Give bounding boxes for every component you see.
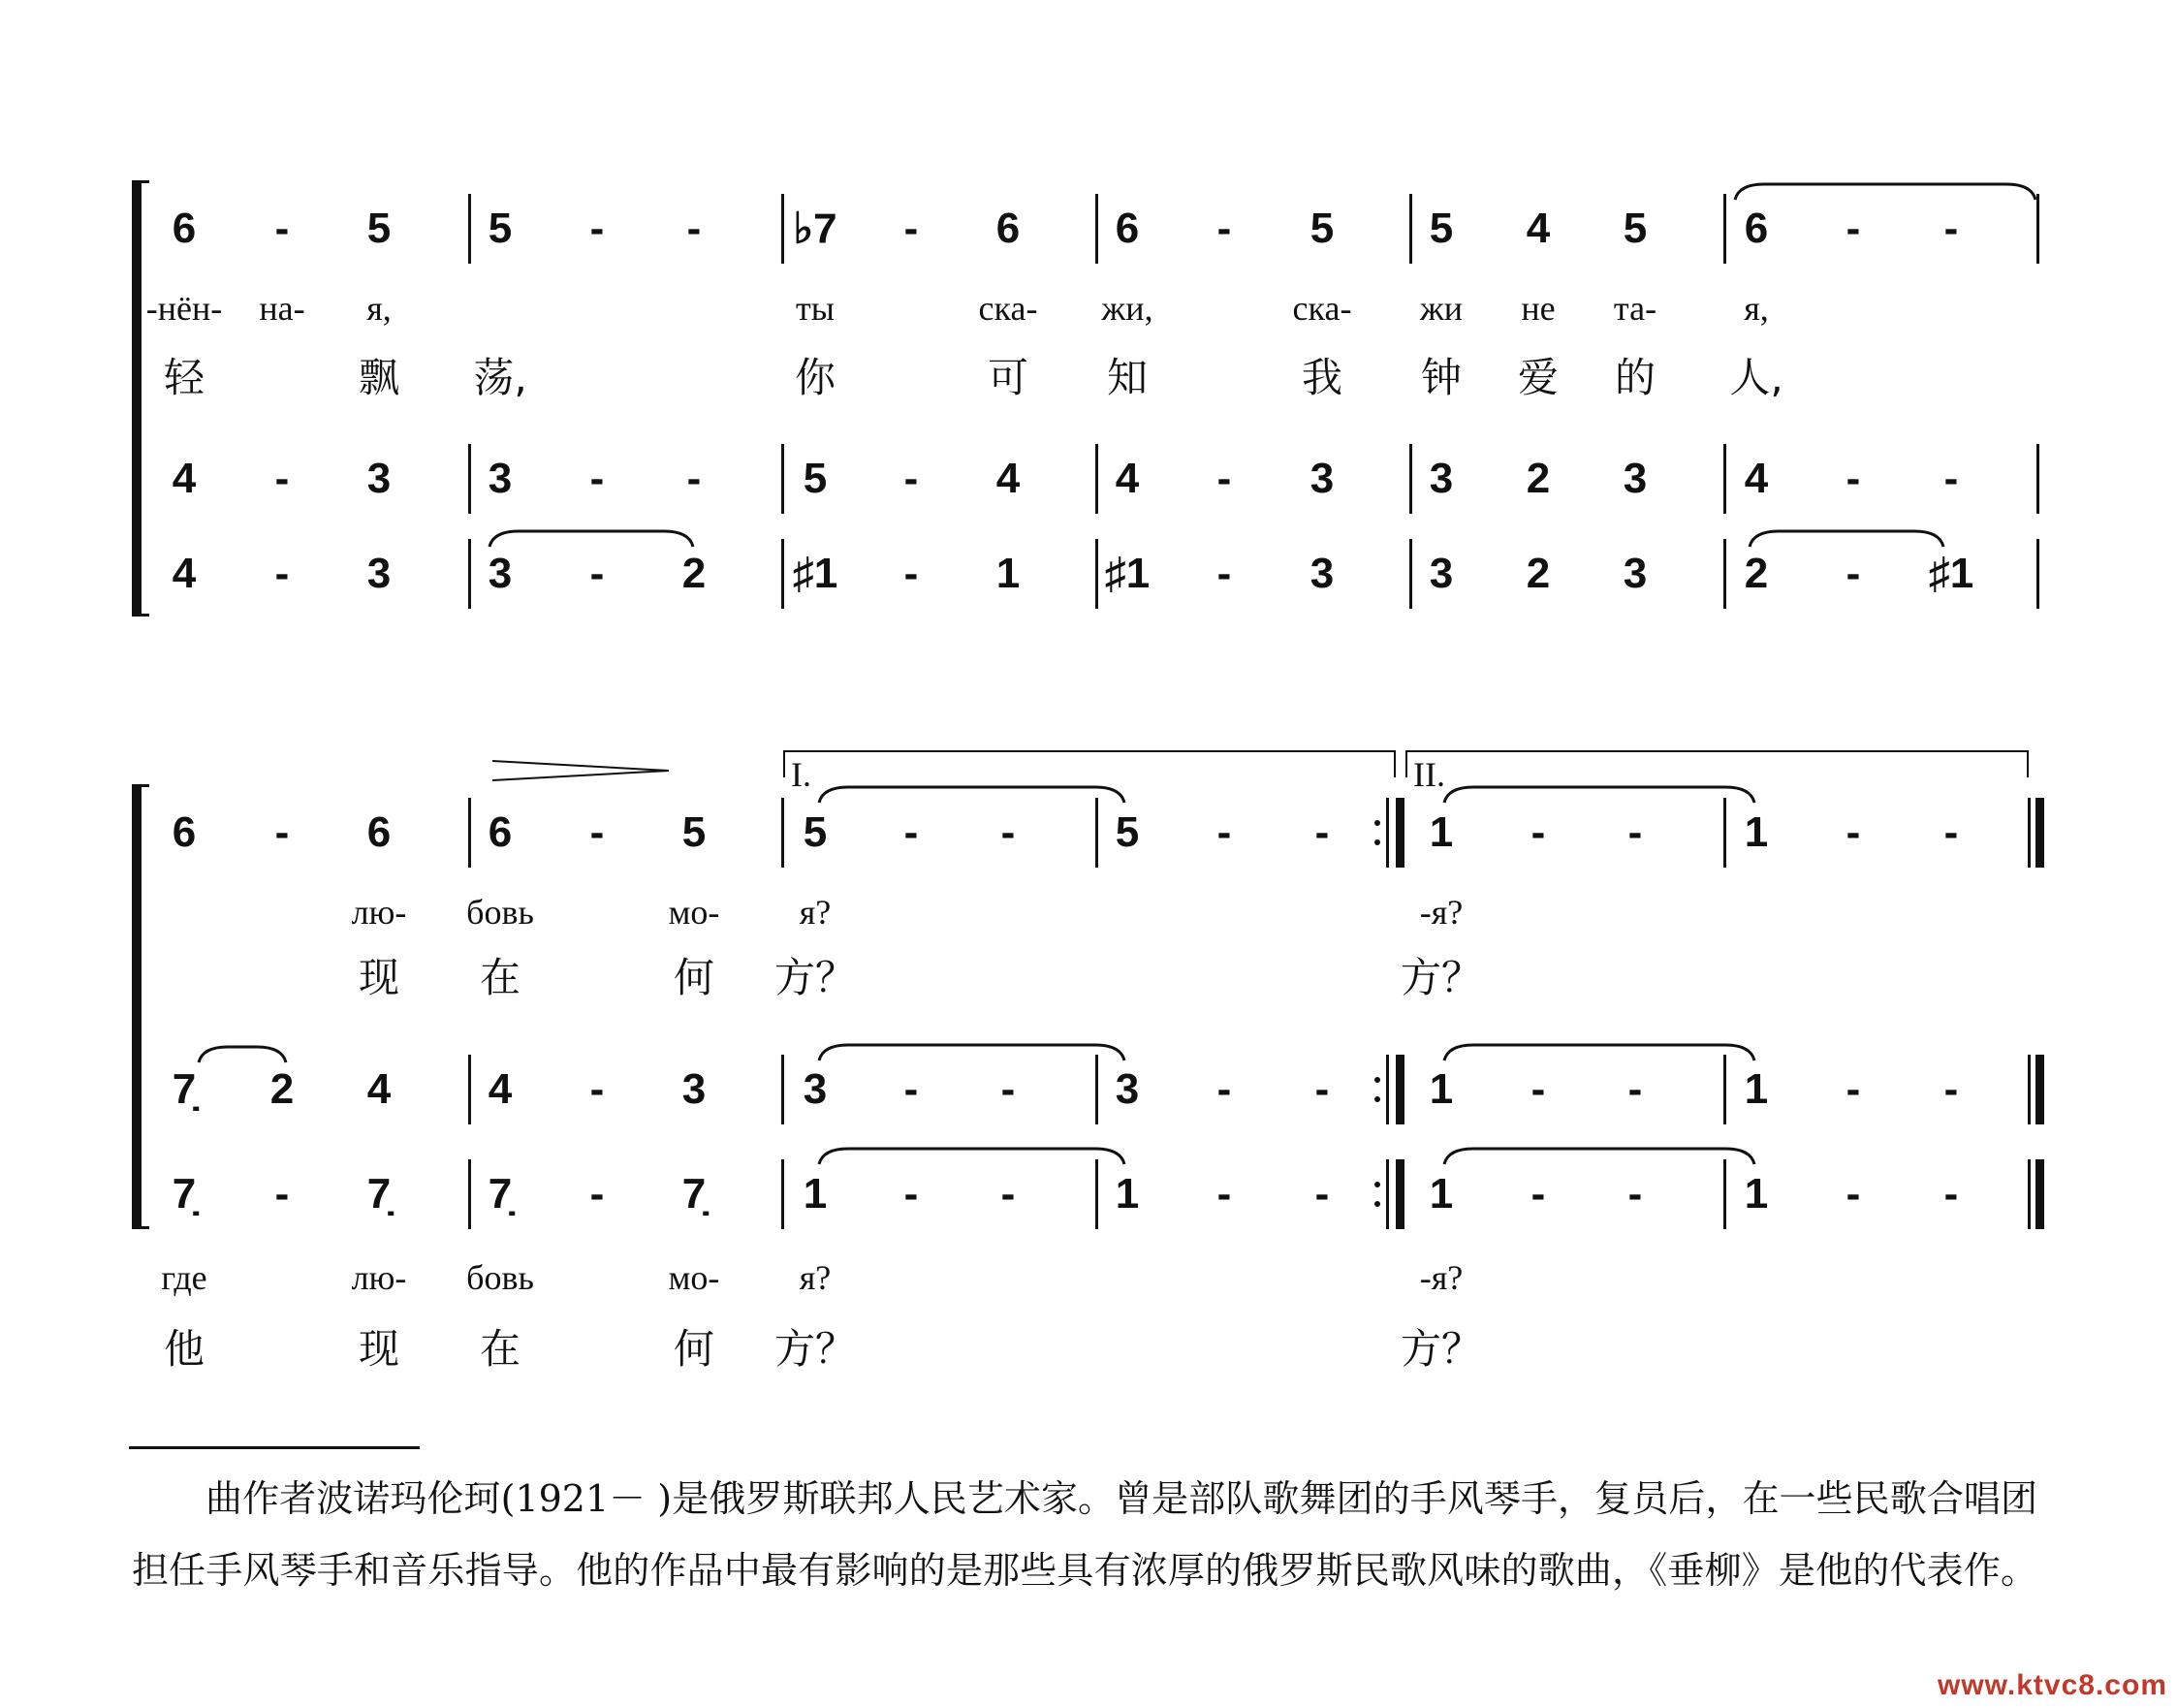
barline bbox=[781, 539, 784, 609]
lyric: ска- bbox=[1292, 289, 1352, 328]
barline bbox=[781, 194, 784, 264]
note: ♯1 bbox=[792, 550, 838, 597]
dash: - bbox=[1846, 1170, 1861, 1218]
note: 2 bbox=[269, 1065, 295, 1113]
barline bbox=[2036, 539, 2039, 609]
dash: - bbox=[274, 205, 290, 252]
dash: - bbox=[1216, 1170, 1232, 1218]
dash: - bbox=[589, 808, 605, 856]
dash: - bbox=[903, 455, 919, 502]
dash: - bbox=[1000, 1065, 1016, 1113]
volta-label: I. bbox=[791, 755, 811, 794]
lyric: 方？ bbox=[773, 1325, 857, 1373]
note: 6 bbox=[366, 808, 392, 856]
footnote-rule bbox=[129, 1446, 420, 1449]
barline bbox=[1095, 798, 1098, 868]
lyric: 何 bbox=[673, 954, 715, 1001]
barline bbox=[468, 1159, 471, 1229]
dash: - bbox=[1627, 1170, 1643, 1218]
lyric: 现 bbox=[358, 1325, 400, 1373]
dash: - bbox=[1627, 1065, 1643, 1113]
dash: - bbox=[1216, 205, 1232, 252]
barline bbox=[2028, 1055, 2031, 1124]
note: 3 bbox=[803, 1065, 828, 1113]
dash: - bbox=[1314, 1065, 1330, 1113]
barline bbox=[1095, 539, 1098, 609]
note: 3 bbox=[1309, 455, 1335, 502]
lyric: жи bbox=[1419, 289, 1464, 328]
system-bracket bbox=[132, 180, 149, 617]
barline bbox=[1723, 444, 1726, 514]
barline bbox=[2036, 194, 2039, 264]
lyric: жи, bbox=[1101, 289, 1153, 328]
lyric: 你 bbox=[794, 354, 836, 401]
barline bbox=[1723, 539, 1726, 609]
dash: - bbox=[1530, 1170, 1546, 1218]
dash: - bbox=[903, 205, 919, 252]
volta-label: II. bbox=[1413, 755, 1445, 794]
repeat-dot bbox=[1374, 1077, 1380, 1083]
dash: - bbox=[1846, 205, 1861, 252]
dash: - bbox=[903, 1170, 919, 1218]
tie bbox=[489, 531, 693, 547]
note: 7̣ bbox=[172, 1170, 197, 1218]
lyric: 人, bbox=[1729, 354, 1783, 401]
lyric: 的 bbox=[1614, 354, 1656, 401]
note: 1 bbox=[1429, 1170, 1454, 1218]
final-barline bbox=[2035, 1055, 2044, 1124]
dash: - bbox=[1314, 1170, 1330, 1218]
note: 6 bbox=[172, 205, 197, 252]
lyric: 荡, bbox=[473, 354, 527, 401]
barline bbox=[1723, 1159, 1726, 1229]
lyric: мо- bbox=[668, 1258, 720, 1297]
barline bbox=[781, 1159, 784, 1229]
lyric: бовь bbox=[466, 1258, 534, 1297]
tie bbox=[1735, 184, 2035, 200]
lyric: та- bbox=[1613, 289, 1657, 328]
note: 3 bbox=[1623, 455, 1648, 502]
note: 3 bbox=[1309, 550, 1335, 597]
note: ♯1 bbox=[1928, 550, 1974, 597]
dash: - bbox=[1846, 550, 1861, 597]
note: 6 bbox=[488, 808, 513, 856]
note: 4 bbox=[1526, 205, 1551, 252]
final-barline bbox=[2035, 798, 2044, 868]
barline bbox=[1409, 194, 1412, 264]
note: 2 bbox=[681, 550, 707, 597]
note: 5 bbox=[1429, 205, 1454, 252]
note: 5 bbox=[803, 808, 828, 856]
note: ♯1 bbox=[1104, 550, 1151, 597]
dash: - bbox=[1000, 1170, 1016, 1218]
dash: - bbox=[274, 455, 290, 502]
note: 6 bbox=[1115, 205, 1140, 252]
dash: - bbox=[1943, 1065, 1959, 1113]
barline bbox=[781, 444, 784, 514]
note: 1 bbox=[1115, 1170, 1140, 1218]
note: 7̣ bbox=[488, 1170, 513, 1218]
lyric: лю- bbox=[351, 1258, 407, 1297]
dash: - bbox=[274, 808, 290, 856]
note: 5 bbox=[681, 808, 707, 856]
lyric: бовь bbox=[466, 893, 534, 932]
footnote-line-2: 担任手风琴手和音乐指导。他的作品中最有影响的是那些具有浓厚的俄罗斯民歌风味的歌曲，《垂柳》是他的代表作。 bbox=[132, 1549, 2037, 1592]
lyric: 在 bbox=[479, 1325, 521, 1373]
barline bbox=[781, 798, 784, 868]
note: 5 bbox=[803, 455, 828, 502]
barline bbox=[468, 798, 471, 868]
lyric: 方？ bbox=[1400, 954, 1483, 1001]
lyric: 方？ bbox=[1400, 1325, 1483, 1373]
system-bracket bbox=[132, 784, 149, 1229]
note: 4 bbox=[488, 1065, 513, 1113]
decrescendo-hairpin bbox=[492, 761, 669, 780]
note: 4 bbox=[1115, 455, 1140, 502]
lyric: я, bbox=[1744, 289, 1769, 328]
lyric: я? bbox=[799, 893, 832, 932]
note: 1 bbox=[803, 1170, 828, 1218]
barline bbox=[1095, 444, 1098, 514]
lyric: мо- bbox=[668, 893, 720, 932]
lyric: на- bbox=[259, 289, 305, 328]
barline bbox=[1723, 798, 1726, 868]
dash: - bbox=[1000, 808, 1016, 856]
barline bbox=[468, 1055, 471, 1124]
dash: - bbox=[1943, 808, 1959, 856]
dash: - bbox=[1943, 455, 1959, 502]
repeat-dot bbox=[1374, 839, 1380, 845]
note: ♭7 bbox=[793, 205, 837, 253]
lyric: 爱 bbox=[1517, 354, 1560, 401]
dash: - bbox=[1943, 205, 1959, 252]
lyric: 何 bbox=[673, 1325, 715, 1373]
note: 4 bbox=[1744, 455, 1769, 502]
dash: - bbox=[1943, 1170, 1959, 1218]
note: 2 bbox=[1744, 550, 1769, 597]
repeat-dot bbox=[1374, 1201, 1380, 1207]
dash: - bbox=[1216, 550, 1232, 597]
dash: - bbox=[589, 1065, 605, 1113]
dash: - bbox=[1216, 1065, 1232, 1113]
note: 6 bbox=[172, 808, 197, 856]
barline bbox=[1409, 539, 1412, 609]
repeat-dot bbox=[1374, 1182, 1380, 1187]
lyric: не bbox=[1521, 289, 1556, 328]
barline bbox=[2036, 444, 2039, 514]
lyric: 轻 bbox=[163, 354, 205, 401]
note: 1 bbox=[1744, 1065, 1769, 1113]
dash: - bbox=[1314, 808, 1330, 856]
barline bbox=[1095, 1055, 1098, 1124]
note: 1 bbox=[1744, 808, 1769, 856]
lyric: ска- bbox=[978, 289, 1038, 328]
note: 3 bbox=[366, 455, 392, 502]
lyric: 他 bbox=[163, 1325, 205, 1373]
lyric: 在 bbox=[479, 954, 521, 1001]
tie bbox=[1750, 531, 1943, 547]
note: 1 bbox=[1744, 1170, 1769, 1218]
note: 4 bbox=[366, 1065, 392, 1113]
tie bbox=[1444, 1045, 1754, 1060]
tie bbox=[819, 787, 1124, 803]
dash: - bbox=[589, 455, 605, 502]
watermark-logo: www.ktvc8.com bbox=[1938, 1669, 2167, 1701]
barline bbox=[1095, 1159, 1098, 1229]
barline bbox=[1386, 1055, 1389, 1124]
volta-bracket bbox=[1405, 750, 2029, 794]
lyric: 知 bbox=[1106, 354, 1149, 401]
note: 4 bbox=[172, 455, 197, 502]
note: 6 bbox=[995, 205, 1021, 252]
tie bbox=[819, 1045, 1124, 1060]
repeat-barline bbox=[1396, 1055, 1404, 1124]
note: 5 bbox=[366, 205, 392, 252]
repeat-barline bbox=[1396, 798, 1404, 868]
lyric: 可 bbox=[987, 354, 1029, 401]
note: 1 bbox=[995, 550, 1021, 597]
barline bbox=[1409, 444, 1412, 514]
lyric: 飘 bbox=[358, 354, 400, 401]
dash: - bbox=[1530, 1065, 1546, 1113]
barline bbox=[2028, 798, 2031, 868]
dash: - bbox=[1627, 808, 1643, 856]
lyric: лю- bbox=[351, 893, 407, 932]
final-barline bbox=[2035, 1159, 2044, 1229]
note: 3 bbox=[1623, 550, 1648, 597]
lyric: я? bbox=[799, 1258, 832, 1297]
dash: - bbox=[1216, 455, 1232, 502]
dash: - bbox=[1846, 808, 1861, 856]
note: 2 bbox=[1526, 550, 1551, 597]
lyric: -нён- bbox=[145, 289, 223, 328]
note: 3 bbox=[488, 455, 513, 502]
repeat-dot bbox=[1374, 1096, 1380, 1102]
dash: - bbox=[1846, 455, 1861, 502]
note: 5 bbox=[1623, 205, 1648, 252]
dash: - bbox=[1846, 1065, 1861, 1113]
tie bbox=[819, 1149, 1124, 1164]
note: 4 bbox=[995, 455, 1021, 502]
note: 7̣ bbox=[366, 1170, 392, 1218]
barline bbox=[468, 539, 471, 609]
note: 3 bbox=[1429, 550, 1454, 597]
note: 1 bbox=[1429, 1065, 1454, 1113]
lyric: 钟 bbox=[1420, 354, 1463, 401]
lyric: ты bbox=[796, 289, 835, 328]
dash: - bbox=[686, 455, 702, 502]
lyric: я, bbox=[366, 289, 392, 328]
note: 3 bbox=[1429, 455, 1454, 502]
dash: - bbox=[589, 1170, 605, 1218]
note: 3 bbox=[366, 550, 392, 597]
dash: - bbox=[274, 1170, 290, 1218]
barline bbox=[781, 1055, 784, 1124]
dash: - bbox=[903, 550, 919, 597]
note: 2 bbox=[1526, 455, 1551, 502]
tie bbox=[1444, 787, 1754, 803]
note: 7̣ bbox=[681, 1170, 707, 1218]
lyric: где bbox=[161, 1258, 207, 1297]
note: 1 bbox=[1429, 808, 1454, 856]
dash: - bbox=[589, 205, 605, 252]
barline bbox=[2028, 1159, 2031, 1229]
dash: - bbox=[686, 205, 702, 252]
barline bbox=[1723, 1055, 1726, 1124]
dash: - bbox=[1530, 808, 1546, 856]
barline bbox=[1723, 194, 1726, 264]
tie bbox=[199, 1047, 286, 1062]
repeat-barline bbox=[1396, 1159, 1404, 1229]
lyric: 方？ bbox=[773, 954, 857, 1001]
barline bbox=[468, 444, 471, 514]
lyric: -я? bbox=[1419, 1258, 1464, 1297]
note: 7̣ bbox=[172, 1065, 197, 1113]
note: 3 bbox=[681, 1065, 707, 1113]
note: 5 bbox=[1309, 205, 1335, 252]
note: 5 bbox=[488, 205, 513, 252]
lyric: -я? bbox=[1419, 893, 1464, 932]
dash: - bbox=[903, 1065, 919, 1113]
barline bbox=[1386, 1159, 1389, 1229]
tie bbox=[1444, 1149, 1754, 1164]
dash: - bbox=[589, 550, 605, 597]
note: 3 bbox=[1115, 1065, 1140, 1113]
barline bbox=[468, 194, 471, 264]
dash: - bbox=[1216, 808, 1232, 856]
note: 3 bbox=[488, 550, 513, 597]
note: 5 bbox=[1115, 808, 1140, 856]
barline bbox=[1386, 798, 1389, 868]
lyric: 现 bbox=[358, 954, 400, 1001]
footnote-line-1: 曲作者波诺玛伦珂(1921－ )是俄罗斯联邦人民艺术家。曾是部队歌舞团的手风琴手，复员后，在一些民歌合唱团 bbox=[205, 1477, 2037, 1520]
dash: - bbox=[274, 550, 290, 597]
note: 4 bbox=[172, 550, 197, 597]
barline bbox=[1095, 194, 1098, 264]
repeat-dot bbox=[1374, 820, 1380, 826]
note: 6 bbox=[1744, 205, 1769, 252]
lyric: 我 bbox=[1301, 354, 1343, 401]
volta-bracket bbox=[783, 750, 1396, 794]
dash: - bbox=[903, 808, 919, 856]
